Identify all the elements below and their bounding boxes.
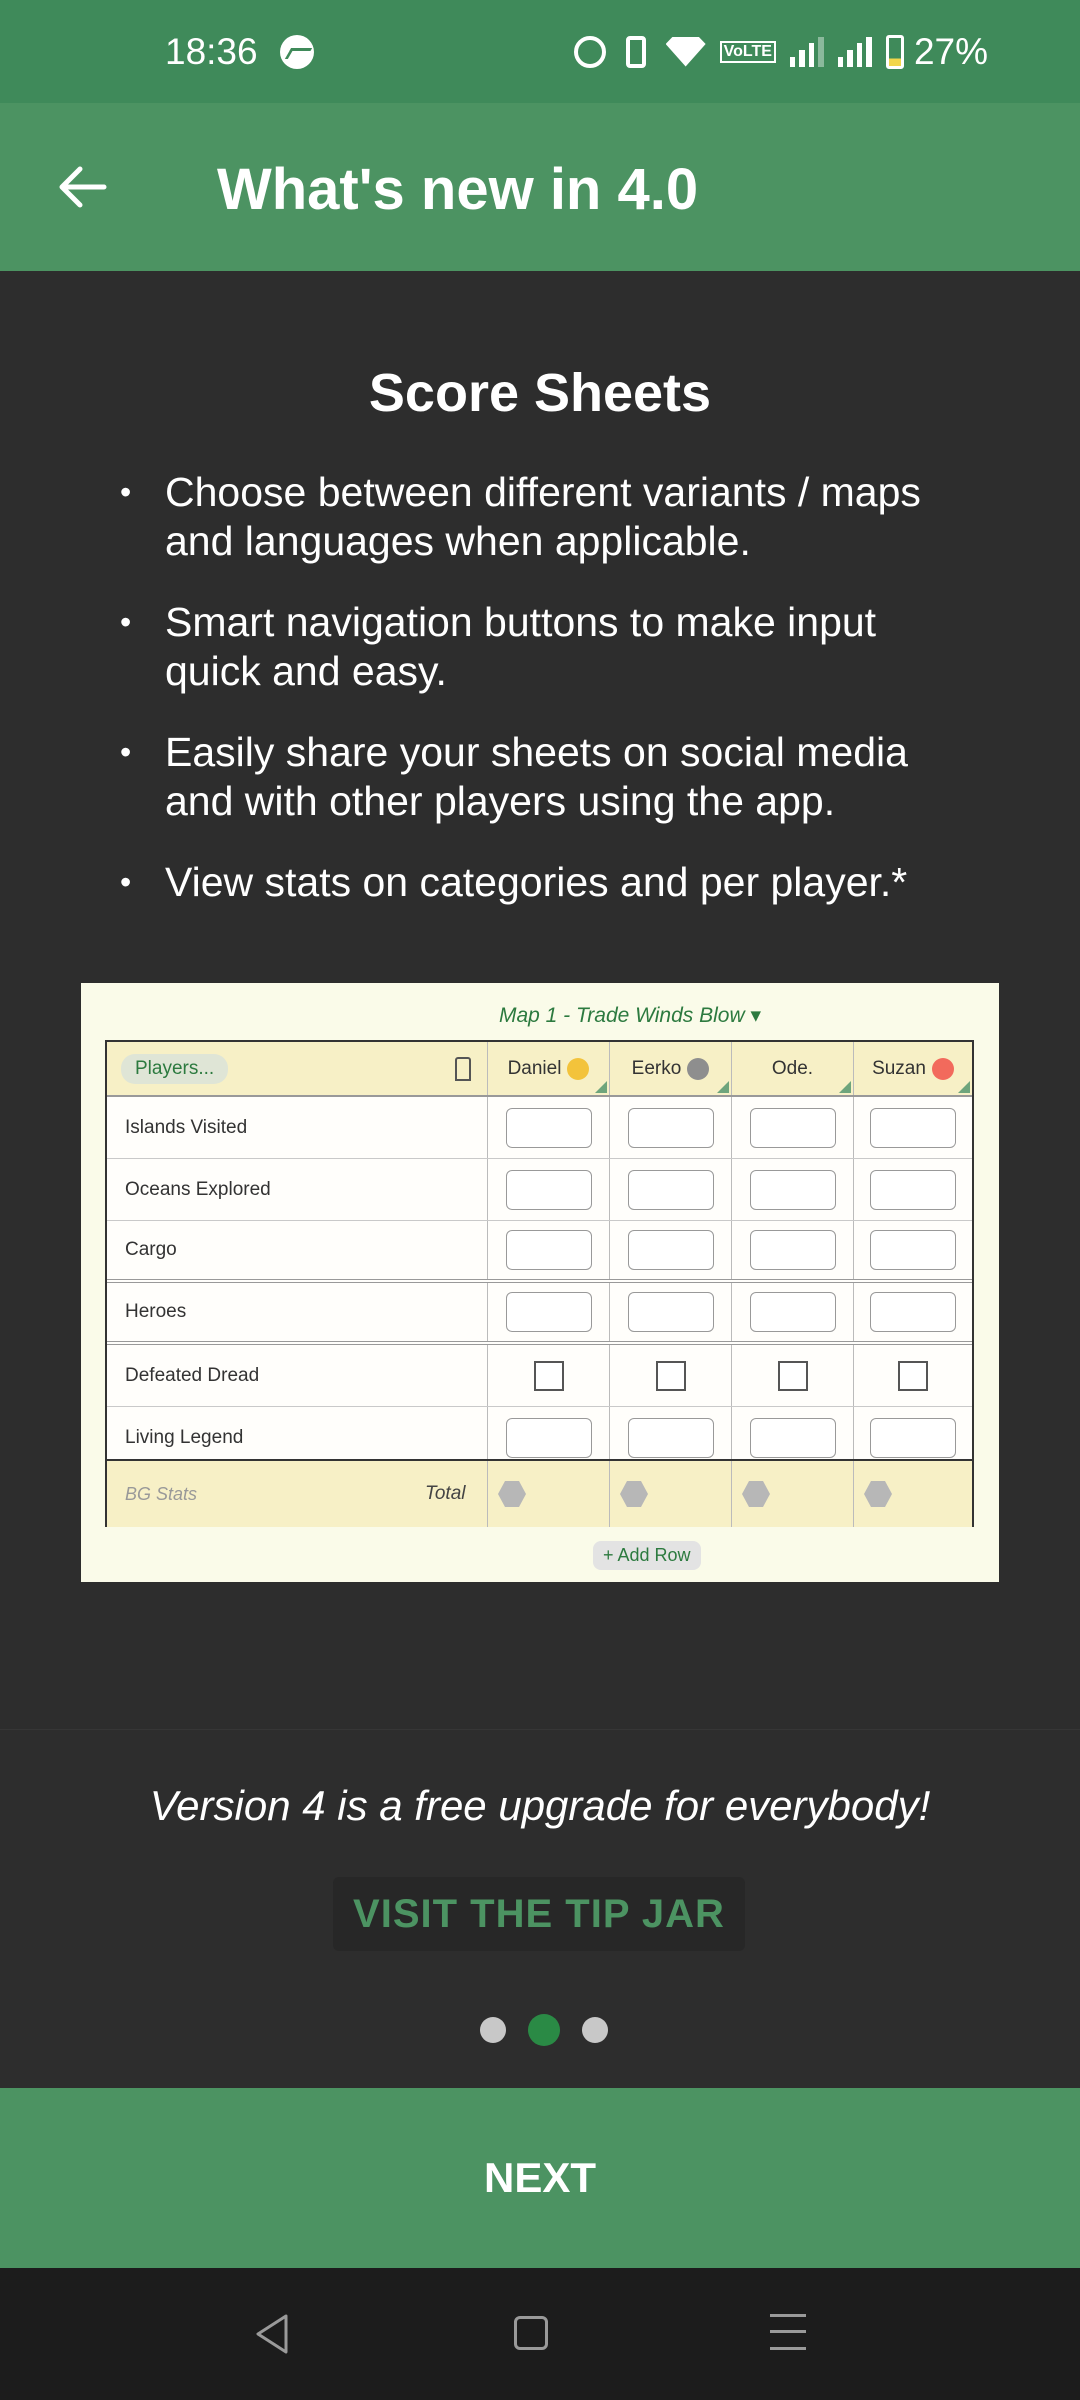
map-selector: Map 1 - Trade Winds Blow ▾ <box>498 1004 762 1027</box>
signal-icon <box>790 37 824 67</box>
score-input <box>870 1108 956 1148</box>
player-column-header: Daniel <box>488 1042 609 1095</box>
add-row-button: + Add Row <box>593 1541 701 1570</box>
pin-icon <box>455 1057 471 1081</box>
feature-item: • View stats on categories and per player.* <box>120 858 980 907</box>
page-dot-active[interactable] <box>528 2014 560 2046</box>
battery-icon <box>886 35 904 69</box>
score-input <box>506 1230 592 1270</box>
emoji-icon <box>567 1058 589 1080</box>
score-checkbox <box>898 1361 928 1391</box>
nav-recents-icon[interactable] <box>770 2314 806 2350</box>
wifi-icon <box>666 37 706 67</box>
feature-item: • Easily share your sheets on social media and with other players using the app. <box>120 728 980 826</box>
vibrate-icon <box>626 36 646 68</box>
score-input <box>506 1170 592 1210</box>
divider <box>0 1729 1080 1730</box>
player-column-header: Suzan <box>854 1042 972 1095</box>
page-title: What's new in 4.0 <box>217 157 699 222</box>
score-input <box>870 1418 956 1458</box>
score-input <box>628 1170 714 1210</box>
table-row: Living Legend <box>107 1407 972 1469</box>
player-column-header: Eerko <box>610 1042 731 1095</box>
score-sheet-preview <box>81 983 999 1582</box>
total-label: Total <box>425 1483 466 1504</box>
feature-item: • Choose between different variants / maps and languages when applicable. <box>120 468 980 566</box>
back-arrow-icon[interactable] <box>56 161 108 213</box>
table-header <box>107 1042 972 1097</box>
table-row: Defeated Dread <box>107 1345 972 1407</box>
table-row: Cargo <box>107 1221 972 1283</box>
nav-home-icon[interactable] <box>514 2316 548 2350</box>
score-input <box>628 1292 714 1332</box>
table-footer <box>107 1459 972 1527</box>
score-input <box>870 1230 956 1270</box>
bg-stats-label: BG Stats <box>125 1483 198 1504</box>
section-title: Score Sheets <box>368 363 712 423</box>
upgrade-message: Version 4 is a free upgrade for everybody! <box>149 1782 931 1829</box>
status-icons <box>574 0 988 103</box>
emoji-icon <box>687 1058 709 1080</box>
messenger-icon <box>280 35 314 69</box>
score-input <box>870 1170 956 1210</box>
score-input <box>506 1418 592 1458</box>
table-row: Islands Visited <box>107 1097 972 1159</box>
page-dot[interactable] <box>582 2017 608 2043</box>
players-button: Players... <box>121 1054 228 1084</box>
score-table <box>105 1040 974 1527</box>
score-input <box>506 1108 592 1148</box>
feature-list <box>120 468 980 939</box>
score-input <box>750 1108 836 1148</box>
total-hex-icon <box>864 1481 892 1507</box>
score-input <box>750 1292 836 1332</box>
page-indicator <box>480 2014 608 2046</box>
score-input <box>628 1230 714 1270</box>
table-row: Heroes <box>107 1283 972 1345</box>
total-hex-icon <box>498 1481 526 1507</box>
alarm-icon <box>574 36 606 68</box>
battery-percentage: 27% <box>913 30 988 72</box>
emoji-icon <box>932 1058 954 1080</box>
table-row: Oceans Explored <box>107 1159 972 1221</box>
status-time: 18:36 <box>165 30 258 72</box>
total-hex-icon <box>742 1481 770 1507</box>
signal-icon <box>838 37 872 67</box>
score-input <box>750 1418 836 1458</box>
score-checkbox <box>778 1361 808 1391</box>
next-button[interactable]: NEXT <box>0 2088 1080 2268</box>
score-input <box>628 1108 714 1148</box>
total-hex-icon <box>620 1481 648 1507</box>
nav-back-icon[interactable] <box>252 2312 292 2356</box>
score-checkbox <box>534 1361 564 1391</box>
app-bar <box>0 103 1080 271</box>
page-dot[interactable] <box>480 2017 506 2043</box>
score-input <box>750 1170 836 1210</box>
score-input <box>870 1292 956 1332</box>
system-nav-bar <box>0 2268 1080 2400</box>
player-column-header: Ode. <box>732 1042 853 1095</box>
score-input <box>506 1292 592 1332</box>
visit-tip-jar-button[interactable]: VISIT THE TIP JAR <box>333 1877 745 1951</box>
score-input <box>628 1418 714 1458</box>
feature-item: • Smart navigation buttons to make input quick and easy. <box>120 598 980 696</box>
status-bar <box>0 0 1080 103</box>
volte-icon: VoLTE <box>720 41 776 63</box>
score-checkbox <box>656 1361 686 1391</box>
score-input <box>750 1230 836 1270</box>
